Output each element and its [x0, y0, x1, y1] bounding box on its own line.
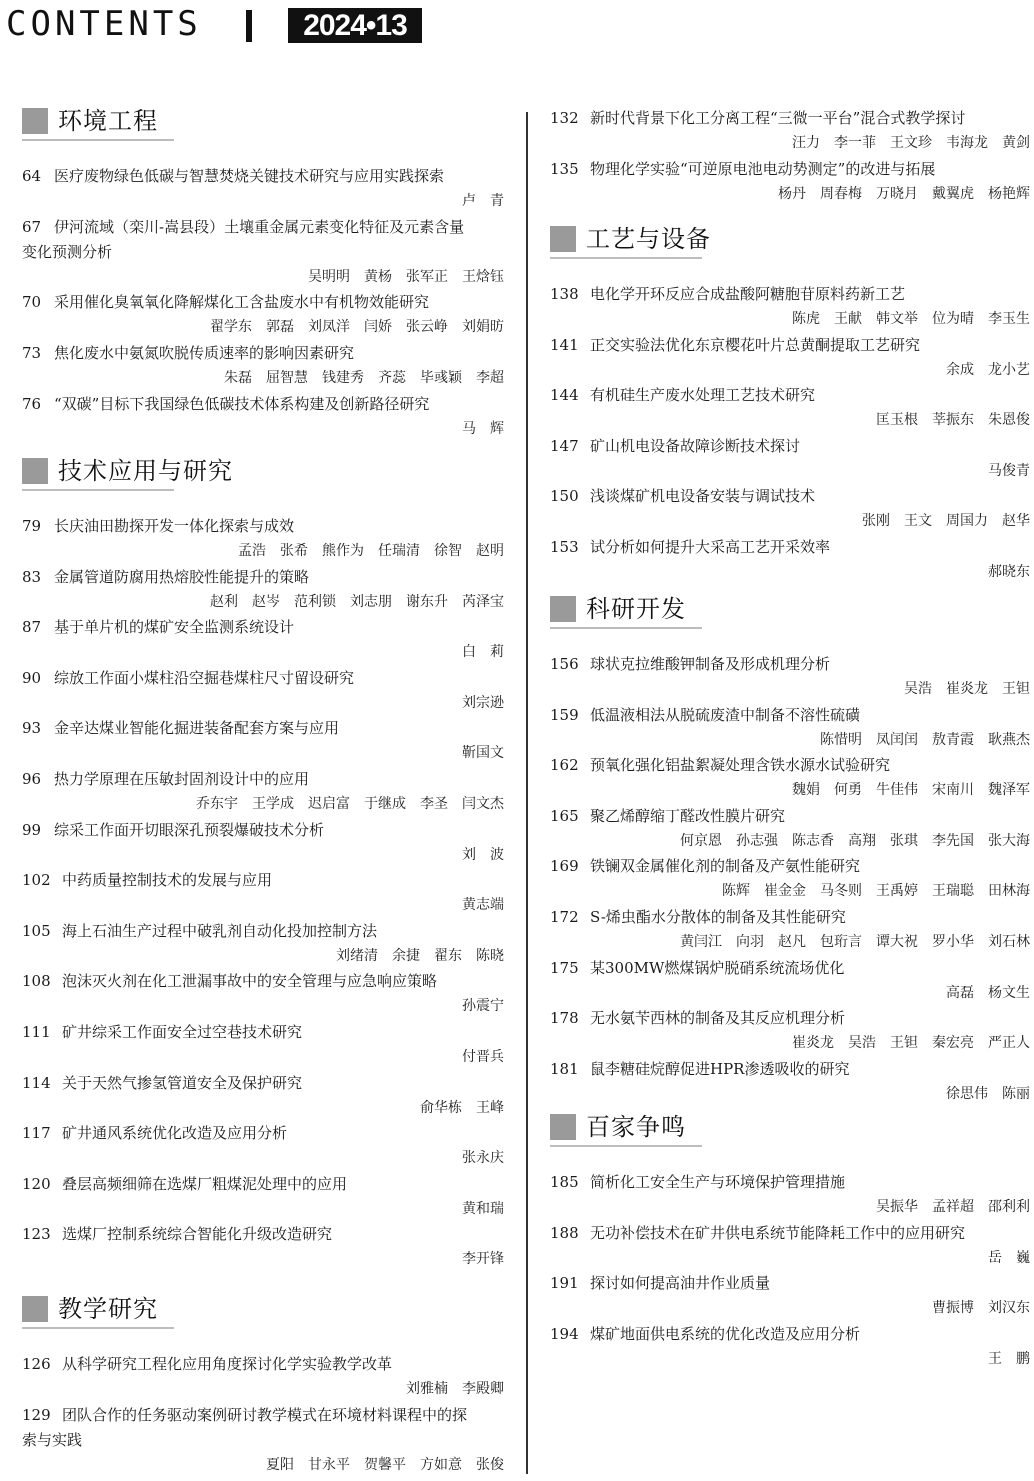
toc-entry[interactable] — [22, 341, 504, 392]
page-number: 185 — [550, 1173, 579, 1191]
section-underline — [22, 489, 174, 491]
article-authors: 孙震宁 — [462, 998, 504, 1015]
toc-section — [22, 104, 504, 442]
toc-section — [550, 592, 1030, 1107]
toc-entry[interactable] — [22, 215, 504, 291]
section-underline — [550, 1145, 702, 1147]
toc-entry[interactable] — [550, 434, 1030, 485]
article-title[interactable]: 煤矿地面供电系统的优化改造及应用分析 — [590, 1324, 861, 1343]
article-authors: 匡玉根 莘振东 朱恩俊 — [876, 412, 1030, 429]
entry-title-line — [550, 854, 1030, 879]
article-title[interactable]: 团队合作的任务驱动案例研讨教学模式在环境材料课程中的探 — [62, 1405, 468, 1424]
entry-list — [22, 164, 504, 442]
entry-list — [550, 1170, 1030, 1372]
page-number: 194 — [550, 1324, 579, 1343]
entry-list — [22, 1352, 504, 1478]
issue-badge: 2024•13 — [288, 8, 422, 43]
article-title[interactable]: “双碳”目标下我国绿色低碳技术体系构建及创新路径研究 — [54, 394, 430, 413]
article-title[interactable]: 矿山机电设备故障诊断技术探讨 — [590, 436, 801, 455]
article-authors: 黄和瑞 — [462, 1200, 504, 1217]
page-number: 144 — [550, 386, 579, 405]
article-authors: 俞华栋 王峰 — [420, 1099, 504, 1116]
entry-list — [22, 514, 504, 1273]
page-number: 159 — [550, 705, 579, 724]
article-title[interactable]: 金辛达煤业智能化掘进装备配套方案与应用 — [54, 719, 340, 738]
toc-entry[interactable] — [550, 484, 1030, 535]
section-title: 技术应用与研究 — [58, 457, 233, 485]
toc-entry[interactable] — [550, 956, 1030, 1007]
toc-entry[interactable] — [22, 565, 504, 616]
article-title[interactable]: 伊河流域（栾川-嵩县段）土壤重金属元素变化特征及元素含量 — [54, 217, 465, 236]
entry-title-line — [22, 1071, 504, 1096]
article-authors: 吴振华 孟祥超 邵利利 — [876, 1199, 1030, 1215]
article-title[interactable]: 电化学开环反应合成盐酸阿糖胞苷原料药新工艺 — [590, 285, 906, 303]
article-title[interactable]: 探讨如何提高油井作业质量 — [590, 1274, 771, 1293]
article-title[interactable]: S-烯虫酯水分散体的制备及其性能研究 — [590, 907, 846, 926]
entry-list — [550, 106, 1030, 207]
article-authors: 王 鹏 — [988, 1350, 1030, 1367]
contents-title: CONTENTS — [6, 4, 202, 44]
entry-title-line — [550, 956, 1030, 981]
article-authors: 李开锋 — [462, 1251, 504, 1268]
entry-list — [550, 652, 1030, 1107]
entry-title-line — [22, 818, 504, 843]
section-underline — [550, 257, 702, 259]
article-authors: 黄志端 — [462, 897, 504, 914]
article-title[interactable]: 焦化废水中氨氮吹脱传质速率的影响因素研究 — [54, 344, 355, 363]
page-number: 105 — [22, 921, 51, 940]
entry-title-line — [22, 514, 504, 539]
entry-title-line — [550, 1271, 1030, 1296]
page-number: 165 — [550, 806, 579, 825]
page-number: 141 — [550, 335, 579, 354]
page-number: 188 — [550, 1223, 579, 1242]
toc-section — [550, 106, 1030, 207]
article-authors: 马俊青 — [988, 462, 1030, 479]
article-title[interactable]: 鼠李糖硅烷醇促进HPR渗透吸收的研究 — [590, 1059, 850, 1078]
toc-entry[interactable] — [550, 905, 1030, 956]
toc-entry[interactable] — [22, 1020, 504, 1071]
article-title[interactable]: 试分析如何提升大采高工艺开采效率 — [590, 537, 831, 556]
toc-entry[interactable] — [550, 753, 1030, 804]
page-number: 135 — [550, 159, 579, 178]
article-title[interactable]: 预氧化强化铝盐絮凝处理含铁水源水试验研究 — [590, 756, 891, 775]
toc-entry[interactable] — [550, 535, 1030, 586]
entry-title-line — [22, 1172, 504, 1197]
toc-entry[interactable] — [22, 164, 504, 215]
toc-entry[interactable] — [550, 1057, 1030, 1108]
page-number: 87 — [22, 618, 42, 637]
section-marker-square — [22, 108, 48, 134]
toc-section — [22, 454, 504, 1273]
toc-section — [550, 222, 1030, 586]
article-authors: 崔炎龙 吴浩 王钽 秦宏亮 严正人 — [792, 1035, 1030, 1052]
article-title[interactable]: 无功补偿技术在矿井供电系统节能降耗工作中的应用研究 — [590, 1223, 966, 1242]
page-number: 117 — [22, 1124, 51, 1143]
article-authors: 白 莉 — [462, 644, 504, 661]
article-title[interactable]: 无水氨苄西林的制备及其反应机理分析 — [590, 1009, 846, 1028]
article-authors: 高磊 杨文生 — [946, 984, 1030, 1001]
article-title[interactable]: 中药质量控制技术的发展与应用 — [62, 871, 273, 890]
entry-title-line — [550, 434, 1030, 459]
section-marker-square — [550, 1114, 576, 1140]
article-authors: 杨丹 周春梅 万晓月 戴翼虎 杨艳辉 — [778, 185, 1030, 202]
article-title-continued[interactable]: 索与实践 — [22, 1430, 83, 1449]
toc-entry[interactable] — [22, 1222, 504, 1273]
article-authors: 郝晓东 — [988, 563, 1030, 580]
entry-title-line — [550, 1221, 1030, 1246]
article-title[interactable]: 综采工作面开切眼深孔预裂爆破技术分析 — [54, 820, 325, 839]
section-marker-square — [550, 596, 576, 622]
section-title: 教学研究 — [58, 1295, 158, 1323]
section-header — [22, 1292, 504, 1332]
page-number: 191 — [550, 1274, 579, 1293]
entry-title-line — [22, 615, 504, 640]
page-number: 169 — [550, 857, 579, 876]
entry-title-line — [550, 1006, 1030, 1031]
page-number: 96 — [22, 769, 42, 788]
entry-title-line — [550, 106, 1030, 131]
page-number: 70 — [22, 293, 42, 312]
article-authors: 付晋兵 — [462, 1048, 504, 1065]
article-authors: 刘 波 — [462, 846, 504, 863]
article-title[interactable]: 金属管道防腐用热熔胶性能提升的策略 — [54, 567, 310, 586]
toc-entry[interactable] — [22, 1352, 504, 1403]
article-title[interactable]: 聚乙烯醇缩丁醛改性膜片研究 — [590, 806, 786, 825]
article-title[interactable]: 矿井通风系统优化改造及应用分析 — [62, 1124, 288, 1143]
entry-title-line — [550, 753, 1030, 778]
section-marker-square — [550, 226, 576, 252]
header-divider — [246, 10, 252, 42]
toc-entry[interactable] — [550, 804, 1030, 855]
article-authors: 陈惜明 凤闰闰 敖青霞 耿燕杰 — [820, 731, 1030, 748]
entry-title-line — [22, 666, 504, 691]
toc-entry[interactable] — [22, 818, 504, 869]
page-number: 178 — [550, 1009, 579, 1028]
article-title[interactable]: 医疗废物绿色低碳与智慧焚烧关键技术研究与应用实践探索 — [54, 167, 445, 185]
section-marker-square — [22, 1296, 48, 1322]
article-authors: 陈虎 王献 韩文举 位为晴 李玉生 — [792, 311, 1030, 327]
article-title[interactable]: 球状克拉维酸钾制备及形成机理分析 — [590, 655, 831, 673]
article-authors: 张刚 王文 周国力 赵华 — [862, 513, 1030, 530]
section-underline — [22, 139, 174, 141]
toc-entry[interactable] — [22, 1172, 504, 1223]
entry-title-line — [22, 565, 504, 590]
article-authors: 翟学东 郭磊 刘凤洋 闫娇 张云峥 刘娟昉 — [210, 319, 504, 336]
page-number: 153 — [550, 537, 579, 556]
entry-title-line — [22, 1020, 504, 1045]
article-authors: 刘宗逊 — [462, 694, 504, 711]
toc-entry[interactable] — [550, 1322, 1030, 1373]
page-number: 83 — [22, 567, 42, 586]
article-title[interactable]: 新时代背景下化工分离工程“三微一平台”混合式教学探讨 — [590, 109, 966, 127]
entry-title-line — [550, 535, 1030, 560]
entry-title-line — [22, 1222, 504, 1247]
section-title: 科研开发 — [586, 595, 686, 623]
toc-entry[interactable] — [550, 703, 1030, 754]
page-number: 93 — [22, 719, 42, 738]
page-number: 138 — [550, 285, 579, 303]
page-number: 99 — [22, 820, 42, 839]
entry-title-line — [550, 804, 1030, 829]
section-title: 工艺与设备 — [586, 225, 711, 253]
article-authors: 卢 青 — [462, 193, 504, 209]
entry-title-line — [22, 969, 504, 994]
article-authors: 夏阳 甘永平 贺馨平 方如意 张俊 — [266, 1456, 504, 1473]
page-number: 79 — [22, 517, 42, 535]
page-number: 162 — [550, 756, 579, 775]
article-authors: 曹振博 刘汉东 — [932, 1300, 1030, 1317]
entry-title-line — [22, 1352, 504, 1377]
page-number: 147 — [550, 436, 579, 455]
entry-title-line — [550, 652, 1030, 677]
article-authors: 何京恩 孙志强 陈志香 高翔 张琪 李先国 张大海 — [680, 832, 1030, 849]
page-number: 108 — [22, 972, 51, 991]
section-title: 环境工程 — [58, 107, 158, 135]
article-title[interactable]: 某300MW燃煤锅炉脱硝系统流场优化 — [590, 958, 845, 977]
article-title[interactable]: 低温液相法从脱硫废渣中制备不溶性硫磺 — [590, 705, 861, 724]
article-title[interactable]: 从科学研究工程化应用角度探讨化学实验教学改革 — [62, 1355, 393, 1373]
toc-entry[interactable] — [22, 666, 504, 717]
entry-title-line — [550, 1322, 1030, 1347]
toc-entry[interactable] — [22, 767, 504, 818]
page-number: 175 — [550, 958, 579, 977]
entry-title-line — [22, 392, 504, 417]
article-authors: 魏娟 何勇 牛佳伟 宋南川 魏泽军 — [792, 782, 1030, 799]
section-header — [22, 454, 504, 494]
page-number: 64 — [22, 167, 42, 185]
entry-title-line — [22, 716, 504, 741]
article-authors: 刘雅楠 李殿卿 — [406, 1381, 504, 1397]
toc-entry[interactable] — [22, 716, 504, 767]
section-title: 百家争鸣 — [586, 1113, 686, 1141]
section-header — [550, 592, 1030, 632]
entry-title-line — [22, 1121, 504, 1146]
toc-entry[interactable] — [22, 290, 504, 341]
page-number: 172 — [550, 907, 579, 926]
article-title[interactable]: 铁镧双金属催化剂的制备及产氨性能研究 — [590, 857, 861, 876]
article-authors: 朱磊 屈智慧 钱建秀 齐蕊 毕彧颖 李超 — [224, 370, 504, 387]
section-header — [550, 1110, 1030, 1150]
toc-entry[interactable] — [22, 919, 504, 970]
toc-entry[interactable] — [550, 383, 1030, 434]
page-number: 120 — [22, 1174, 51, 1193]
article-authors: 汪力 李一菲 王文珍 韦海龙 黄剑 — [792, 135, 1030, 151]
article-title[interactable]: 叠层高频细筛在选煤厂粗煤泥处理中的应用 — [62, 1174, 348, 1193]
toc-entry[interactable] — [22, 1403, 504, 1479]
entry-title-line — [550, 333, 1030, 358]
toc-entry[interactable] — [550, 157, 1030, 208]
page-number: 73 — [22, 344, 42, 363]
toc-entry[interactable] — [550, 1170, 1030, 1221]
entry-title-line — [22, 868, 504, 893]
entry-title-line — [550, 484, 1030, 509]
article-title[interactable]: 长庆油田勘探开发一体化探索与成效 — [54, 517, 295, 535]
toc-entry[interactable] — [550, 282, 1030, 333]
article-authors: 乔东宇 王学成 迟启富 于继成 李圣 闫文杰 — [196, 795, 504, 812]
page-number: 150 — [550, 487, 579, 506]
article-authors: 吴明明 黄杨 张军正 王焓钰 — [308, 268, 504, 285]
toc-section — [550, 1110, 1030, 1372]
page-number: 76 — [22, 394, 42, 413]
article-authors: 陈辉 崔金金 马冬则 王禹婷 王瑞聪 田林海 — [722, 883, 1030, 900]
article-title[interactable]: 选煤厂控制系统综合智能化升级改造研究 — [62, 1225, 333, 1244]
article-authors: 黄闫江 向羽 赵凡 包珩言 谭大祝 罗小华 刘石林 — [680, 933, 1030, 950]
article-authors: 张永庆 — [462, 1150, 504, 1167]
toc-entry[interactable] — [22, 868, 504, 919]
article-title[interactable]: 有机硅生产废水处理工艺技术研究 — [590, 386, 816, 405]
page-number: 132 — [550, 109, 579, 127]
article-title[interactable]: 正交实验法优化东京樱花叶片总黄酮提取工艺研究 — [590, 335, 921, 354]
toc-entry[interactable] — [22, 1121, 504, 1172]
entry-title-line — [22, 767, 504, 792]
entry-title-line — [22, 164, 504, 189]
column-divider — [526, 112, 528, 1474]
section-header — [550, 222, 1030, 262]
page-number: 114 — [22, 1073, 51, 1092]
page-number: 126 — [22, 1355, 51, 1373]
page-number: 90 — [22, 668, 42, 687]
entry-title-line — [22, 341, 504, 366]
section-underline — [550, 627, 702, 629]
toc-section — [22, 1292, 504, 1478]
toc-entry[interactable] — [22, 969, 504, 1020]
entry-title-line — [550, 1057, 1030, 1082]
article-authors: 吴浩 崔炎龙 王钽 — [904, 681, 1030, 697]
entry-title-line — [22, 919, 504, 944]
toc-entry[interactable] — [22, 1071, 504, 1122]
toc-entry[interactable] — [550, 1271, 1030, 1322]
page-number: 123 — [22, 1225, 51, 1244]
article-title[interactable]: 关于天然气掺氢管道安全及保护研究 — [62, 1073, 303, 1092]
article-authors: 刘绪清 余捷 翟东 陈晓 — [336, 947, 504, 964]
entry-list — [550, 282, 1030, 586]
page-number: 102 — [22, 871, 51, 890]
entry-title-line — [550, 383, 1030, 408]
article-title[interactable]: 采用催化臭氧氧化降解煤化工含盐废水中有机物效能研究 — [54, 293, 430, 312]
entry-title-line — [550, 1170, 1030, 1195]
entry-title-line — [550, 905, 1030, 930]
page-number: 67 — [22, 217, 42, 236]
article-title[interactable]: 泡沫灭火剂在化工泄漏事故中的安全管理与应急响应策略 — [62, 972, 438, 991]
entry-title-line — [22, 1403, 504, 1428]
article-authors: 靳国文 — [462, 745, 504, 762]
article-authors: 赵利 赵岑 范利锁 刘志朋 谢东升 芮泽宝 — [210, 593, 504, 610]
article-title[interactable]: 物理化学实验“可逆原电池电动势测定”的改进与拓展 — [590, 159, 936, 178]
toc-entry[interactable] — [550, 106, 1030, 157]
section-marker-square — [22, 458, 48, 484]
toc-entry[interactable] — [550, 333, 1030, 384]
page-number: 111 — [22, 1022, 51, 1041]
toc-entry[interactable] — [22, 514, 504, 565]
entry-title-line — [22, 215, 504, 240]
page-number: 129 — [22, 1405, 51, 1424]
toc-entry[interactable] — [22, 392, 504, 443]
page-number: 181 — [550, 1059, 579, 1078]
article-title[interactable]: 矿井综采工作面安全过空巷技术研究 — [62, 1022, 303, 1041]
entry-title-line — [550, 282, 1030, 307]
article-title[interactable]: 热力学原理在压敏封固剂设计中的应用 — [54, 769, 310, 788]
toc-entry[interactable] — [550, 854, 1030, 905]
toc-entry[interactable] — [22, 615, 504, 666]
entry-title-line — [550, 703, 1030, 728]
article-authors: 余成 龙小艺 — [946, 361, 1030, 378]
article-authors: 徐思伟 陈丽 — [946, 1085, 1030, 1102]
section-header — [22, 104, 504, 144]
section-underline — [22, 1327, 174, 1329]
article-authors: 孟浩 张希 熊作为 任瑞清 徐智 赵明 — [238, 543, 504, 559]
toc-entry[interactable] — [550, 652, 1030, 703]
entry-title-line — [22, 290, 504, 315]
article-title[interactable]: 基于单片机的煤矿安全监测系统设计 — [54, 618, 295, 637]
article-title[interactable]: 浅谈煤矿机电设备安装与调试技术 — [590, 487, 816, 506]
page-header — [0, 0, 1034, 60]
article-authors: 岳 巍 — [988, 1249, 1030, 1266]
article-title[interactable]: 综放工作面小煤柱沿空掘巷煤柱尺寸留设研究 — [54, 668, 355, 687]
article-title[interactable]: 海上石油生产过程中破乳剂自动化投加控制方法 — [62, 921, 378, 940]
article-title[interactable]: 简析化工安全生产与环境保护管理措施 — [590, 1173, 846, 1191]
toc-entry[interactable] — [550, 1006, 1030, 1057]
page-number: 156 — [550, 655, 579, 673]
entry-title-line — [550, 157, 1030, 182]
article-authors: 马 辉 — [462, 420, 504, 437]
article-title-continued[interactable]: 变化预测分析 — [22, 242, 113, 261]
toc-entry[interactable] — [550, 1221, 1030, 1272]
